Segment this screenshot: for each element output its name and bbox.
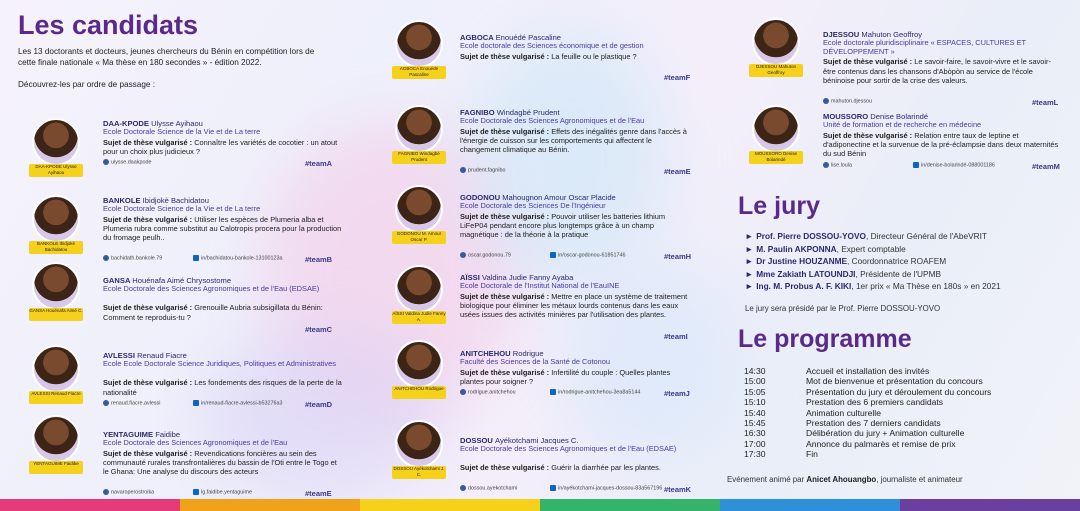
candidate-photo-tag: GODONOU M. Amour Oscar P. <box>392 231 446 244</box>
candidate-photo <box>395 420 443 468</box>
candidate-name: FAGNIBO Windagbé Prudent <box>460 108 560 117</box>
candidate-school: Ecole Doctorale des Sciences Agronomiques et de l'Eau <box>103 438 288 447</box>
candidate-school: Ecole doctorale des Sciences économique et de gestion <box>460 41 644 50</box>
color-segment <box>900 499 1080 511</box>
programme-activity: Accueil et installation des invités <box>806 366 930 376</box>
candidate-thesis: Sujet de thèse vulgarisé : Revendications foncières au sein des communauté rurales transfrontalières du bassin de l'Oti entre le Togo et le Ghana: Une analyse du discours des acteurs <box>103 448 337 477</box>
programme-time: 15:00 <box>744 376 766 387</box>
programme-item <box>744 418 991 428</box>
linkedin-icon <box>193 400 199 406</box>
candidate-photo <box>32 262 80 310</box>
intro-text: Les 13 doctorants et docteurs, jeunes chercheurs du Bénin en compétition lors de cette finale nationale « Ma thèse en 180 secondes » - édition 2022. <box>18 47 315 67</box>
jury-member: ► Dr Justine HOUZANME, Coordonnatrice ROAFEM <box>745 256 947 267</box>
facebook-link[interactable]: ulysse.daakpode <box>103 159 151 165</box>
linkedin-link[interactable]: in/denise-bolarindé-088001186 <box>913 162 995 168</box>
programme-activity: Mot de bienvenue et présentation du concours <box>806 376 983 387</box>
candidate-thesis: Sujet de thèse vulgarisé : Utiliser les espèces de Plumeria alba et Plumeria rubra comme substitut au Calotropis procera pour la production du fromage peulh.. <box>103 214 342 243</box>
linkedin-icon <box>193 255 199 261</box>
candidate-name: AVLESSI Renaud Fiacre <box>103 351 187 360</box>
candidate-thesis: Sujet de thèse vulgarisé : Connaître les variétés de cocotier : un atout pour un choix plus judicieux ? <box>103 137 338 156</box>
team-hashtag: #teamD <box>305 400 333 409</box>
facebook-icon <box>823 98 829 104</box>
programme-activity: Délibération du jury + Animation culturelle <box>806 428 965 439</box>
programme-title: Le programme <box>738 325 912 353</box>
facebook-icon <box>103 489 109 495</box>
candidate-school: Ecole Doctorale de l'Institut National de l'EauINE <box>460 281 620 290</box>
color-segment <box>720 499 900 511</box>
candidate-school: Ecole Doctorale Science de la Vie et de La terre <box>103 127 261 136</box>
candidate-thesis: Sujet de thèse vulgarisé : Effets des inégalités genre dans l'accès à l'énergie de cuisson sur les comportements qui affectent le changement climatique au Bénin. <box>460 126 687 155</box>
team-hashtag: #teamC <box>305 325 333 334</box>
programme-item <box>744 428 991 438</box>
linkedin-icon <box>193 489 199 495</box>
candidate-name: MOUSSORO Denise Bolarindé <box>823 112 929 121</box>
programme-time: 15:05 <box>744 386 766 397</box>
programme-list <box>744 366 991 460</box>
candidate-photo <box>32 195 80 243</box>
programme-activity: Animation culturelle <box>806 407 881 418</box>
candidate-thesis: Sujet de thèse vulgarisé : Infertilité du couple : Quelles plantes plantes pour soigner ? <box>460 367 671 386</box>
programme-item <box>744 408 991 418</box>
candidate-photo-tag: GANSA Houénafa Aimé C. <box>29 308 83 321</box>
programme-time: 16:30 <box>744 428 766 439</box>
programme-activity: Prestation des 7 derniers candidats <box>806 418 941 429</box>
team-hashtag: #teamL <box>1032 97 1059 107</box>
candidate-name: AGBOCA Enouédé Pascaline <box>460 33 562 42</box>
candidate-school: Ecole Doctorale des Sciences Agronomiques et de l'Eau <box>460 116 645 125</box>
candidate-thesis: Sujet de thèse vulgarisé : Grenouille Aubria subsigillata du Bénin: Comment te reproduis-tu ? <box>103 303 323 322</box>
candidate-thesis: Sujet de thèse vulgarisé : La feuille ou le plastique ? <box>460 51 637 61</box>
programme-time: 17:30 <box>744 449 766 460</box>
linkedin-link[interactable]: in/renaud-fiacre-avlessi-b53276a3 <box>193 400 283 406</box>
candidate-name: AÏSSI Valdina Judie Fanny Ayaba <box>460 273 574 282</box>
facebook-link[interactable]: dossou.ayekotchami <box>460 485 517 491</box>
facebook-link[interactable]: prudent.fagnibo <box>460 167 505 173</box>
candidate-photo <box>752 105 800 153</box>
candidate-thesis: Sujet de thèse vulgarisé : Les fondements des risques de la perte de la nationalité <box>103 378 342 397</box>
candidate-school: Faculté des Sciences de la Santé de Cotonou <box>460 357 610 366</box>
team-hashtag: #teamE <box>305 489 332 499</box>
facebook-icon <box>103 255 109 261</box>
programme-time: 15:10 <box>744 397 766 408</box>
programme-activity: Prestation des 6 premiers candidats <box>806 397 944 408</box>
linkedin-link[interactable]: in/rodrigue-anitchehou-3ea8a5144 <box>550 389 640 395</box>
candidate-photo <box>32 345 80 393</box>
jury-list <box>745 230 1001 293</box>
programme-item <box>744 439 991 449</box>
facebook-link[interactable]: navaroperostroika <box>103 489 154 495</box>
color-segment <box>540 499 720 511</box>
intro-subtext: Découvrez-les par ordre de passage : <box>18 80 155 89</box>
facebook-icon <box>103 159 109 165</box>
candidate-name: YENTAGUIME Faidibe <box>103 430 181 439</box>
facebook-link[interactable]: renaud.fiacre.avlessi <box>103 400 160 406</box>
team-hashtag: #teamJ <box>664 389 690 399</box>
programme-item <box>744 376 991 386</box>
jury-member: ► M. Paulin AKPONNA, Expert comptable <box>745 243 906 254</box>
color-segment <box>0 499 180 511</box>
facebook-icon <box>460 252 466 258</box>
candidate-photo <box>395 185 443 233</box>
candidate-school: Ecole Doctorale Science de la Vie et de La terre <box>103 204 261 213</box>
candidate-photo <box>395 105 443 153</box>
team-hashtag: #teamB <box>305 255 333 265</box>
linkedin-link[interactable]: in/oscar-godonou-61851746 <box>550 252 625 258</box>
candidate-school: Ecole doctorale pluridisciplinaire « ESPACES, CULTURES ET DÉVELOPPEMENT » <box>823 38 1026 56</box>
candidate-name: GODONOU Mahougnon Amour Oscar Placide <box>460 193 616 202</box>
linkedin-link[interactable]: in/bachidatou-bankole-13100123a <box>193 255 283 261</box>
facebook-icon <box>460 389 466 395</box>
programme-time: 17:00 <box>744 438 766 449</box>
candidate-name: BANKOLE Ibidjokè Bachidatou <box>103 196 209 205</box>
candidate-school: Ecole Doctorale des Sciences Agronomiques et de l'Eau (EDSAE) <box>103 284 320 293</box>
animation-note: Evénement animé par Anicet Ahouangbo, journaliste et animateur <box>727 475 963 484</box>
team-hashtag: #teamM <box>1032 161 1060 171</box>
arrow-icon: ► <box>745 268 754 279</box>
candidate-thesis: Sujet de thèse vulgarisé : Le savoir-faire, le savoir-vivre et le savoir-être contenus dans les chansons d'Abòpòn au service de l'école béninoise pour sortir de la crise des valeurs. <box>823 57 1051 85</box>
programme-activity: Annonce du palmarès et remise de prix <box>806 438 956 449</box>
team-hashtag: #teamH <box>664 252 692 262</box>
candidate-photo-tag: MOUSSORO Denise Bolarindé <box>749 151 803 164</box>
facebook-link[interactable]: lise.loula <box>823 162 852 168</box>
candidate-photo-tag: YENTAGUIME Faidibe <box>29 461 83 474</box>
facebook-link[interactable]: rodrigue.anitchehou <box>460 389 516 395</box>
facebook-icon <box>103 400 109 406</box>
linkedin-icon <box>550 485 556 491</box>
programme-item <box>744 397 991 407</box>
programme-item <box>744 449 991 459</box>
candidate-photo-tag: AVLESSI Renaud Fiacre <box>29 391 83 404</box>
candidate-school: Ecole Doctorale des Sciences Agronomiques et de l'Eau (EDSAE) <box>460 444 677 453</box>
jury-member: ► Ing. M. Probus A. F. KIKI, 1er prix « Ma Thèse en 180s » en 2021 <box>745 281 1001 292</box>
facebook-icon <box>460 485 466 491</box>
candidate-name: ANITCHEHOU Rodrigue <box>460 349 544 358</box>
candidate-school: Ecole Ecole Doctorale Science Juridiques, Politiques et Administratives <box>103 359 336 368</box>
facebook-link[interactable]: bachidath.bankole.79 <box>103 255 162 261</box>
programme-time: 14:30 <box>744 366 766 376</box>
jury-title: Le jury <box>738 192 820 220</box>
candidate-photo-tag: DOSSOU Ayékotchami J. C. <box>393 466 445 477</box>
linkedin-link[interactable]: in/ayékotchami-jacques-dossou-83a567196 <box>550 485 662 491</box>
candidate-photo <box>395 20 443 68</box>
candidate-photo <box>395 265 443 313</box>
linkedin-icon <box>913 162 919 168</box>
arrow-icon: ► <box>745 231 754 241</box>
facebook-link[interactable]: mahuton.djessou <box>823 98 872 104</box>
programme-activity: Fin <box>806 449 818 460</box>
candidate-photo-tag: AÏSSI Valdina Judie Fanny A. <box>392 311 446 322</box>
candidate-photo <box>395 340 443 388</box>
candidate-thesis: Sujet de thèse vulgarisé : Guérir la diarrhée par les plantes. <box>460 463 661 473</box>
candidate-photo-tag: AGBOCA Enouédé Pascaline <box>392 66 446 79</box>
candidate-school: Ecole Doctorale des Sciences De l'Ingénieur <box>460 201 606 210</box>
programme-activity: Présentation du jury et déroulement du concours <box>806 386 992 397</box>
jury-member: ► Prof. Pierre DOSSOU-YOVO, Directeur Général de l'AbeVRIT <box>745 231 987 241</box>
programme-time: 15:45 <box>744 418 766 429</box>
candidate-photo-tag: FAGNIBO Windagbé Prudent <box>392 151 446 164</box>
team-hashtag: #teamI <box>664 332 688 342</box>
programme-item <box>744 387 991 397</box>
candidate-photo <box>752 18 800 66</box>
color-segment <box>180 499 360 511</box>
team-hashtag: #teamK <box>664 485 692 494</box>
programme-item <box>744 366 991 376</box>
candidate-name: DAA-KPODE Ulysse Ayihaou <box>103 119 203 128</box>
candidate-photo-tag: ANITCHEHOU Rodrigue <box>392 386 446 399</box>
team-hashtag: #teamE <box>664 167 691 177</box>
arrow-icon: ► <box>745 256 754 267</box>
candidate-thesis: Sujet de thèse vulgarisé : Pouvoir utiliser les batteries lithium LiFeP04 pendant encore plus longtemps grâce à un champ magnétique : de la théorie à la pratique <box>460 211 665 240</box>
linkedin-icon <box>550 252 556 258</box>
candidate-name: DOSSOU Ayékotchami Jacques C. <box>460 436 579 445</box>
color-segment <box>360 499 540 511</box>
jury-member: ► Mme Zakiath LATOUNDJI, Présidente de l'UPMB <box>745 268 942 279</box>
jury-note: Le jury sera présidé par le Prof. Pierre DOSSOU-YOVO <box>745 304 941 313</box>
facebook-link[interactable]: oscar.godonou.79 <box>460 252 511 258</box>
background-blob <box>470 30 670 290</box>
candidate-name: GANSA Houénafa Aimé Chrysostome <box>103 276 232 285</box>
page-title: Les candidats <box>18 10 199 40</box>
candidate-thesis: Sujet de thèse vulgarisé : Mettre en place un système de traitement biologique pour éliminer les métaux lourds contenus dans les eaux usées issues des activités minières par l'utilisation des plantes. <box>460 291 688 320</box>
programme-time: 15:40 <box>744 407 766 418</box>
team-hashtag: #teamF <box>664 73 691 83</box>
facebook-icon <box>823 162 829 168</box>
candidate-school: Unité de formation et de recherche en médecine <box>823 120 982 129</box>
bottom-color-bar <box>0 499 1080 511</box>
candidate-photo-tag: DAA-KPODE Ulysse Ayihaou <box>29 164 83 177</box>
linkedin-icon <box>550 389 556 395</box>
facebook-icon <box>460 167 466 173</box>
candidate-thesis: Sujet de thèse vulgarisé : Relation entre taux de leptine et d'adiponectine et la survenue de la pré-éclampsie dans deux maternités du sud Bénin <box>823 130 1059 159</box>
candidate-photo-tag: BANKOLE Ibidjokè Bachidatou <box>29 241 83 254</box>
candidate-name: DJESSOU Mahuton Geoffroy <box>823 30 923 39</box>
linkedin-link[interactable]: lg.faidibe.yentaguime <box>193 489 252 495</box>
arrow-icon: ► <box>745 243 754 254</box>
team-hashtag: #teamA <box>305 159 333 169</box>
candidate-photo <box>32 118 80 166</box>
candidate-photo-tag: DJESSOU Mahuton Geoffroy <box>749 64 803 77</box>
candidate-photo <box>32 415 80 463</box>
arrow-icon: ► <box>745 281 754 292</box>
